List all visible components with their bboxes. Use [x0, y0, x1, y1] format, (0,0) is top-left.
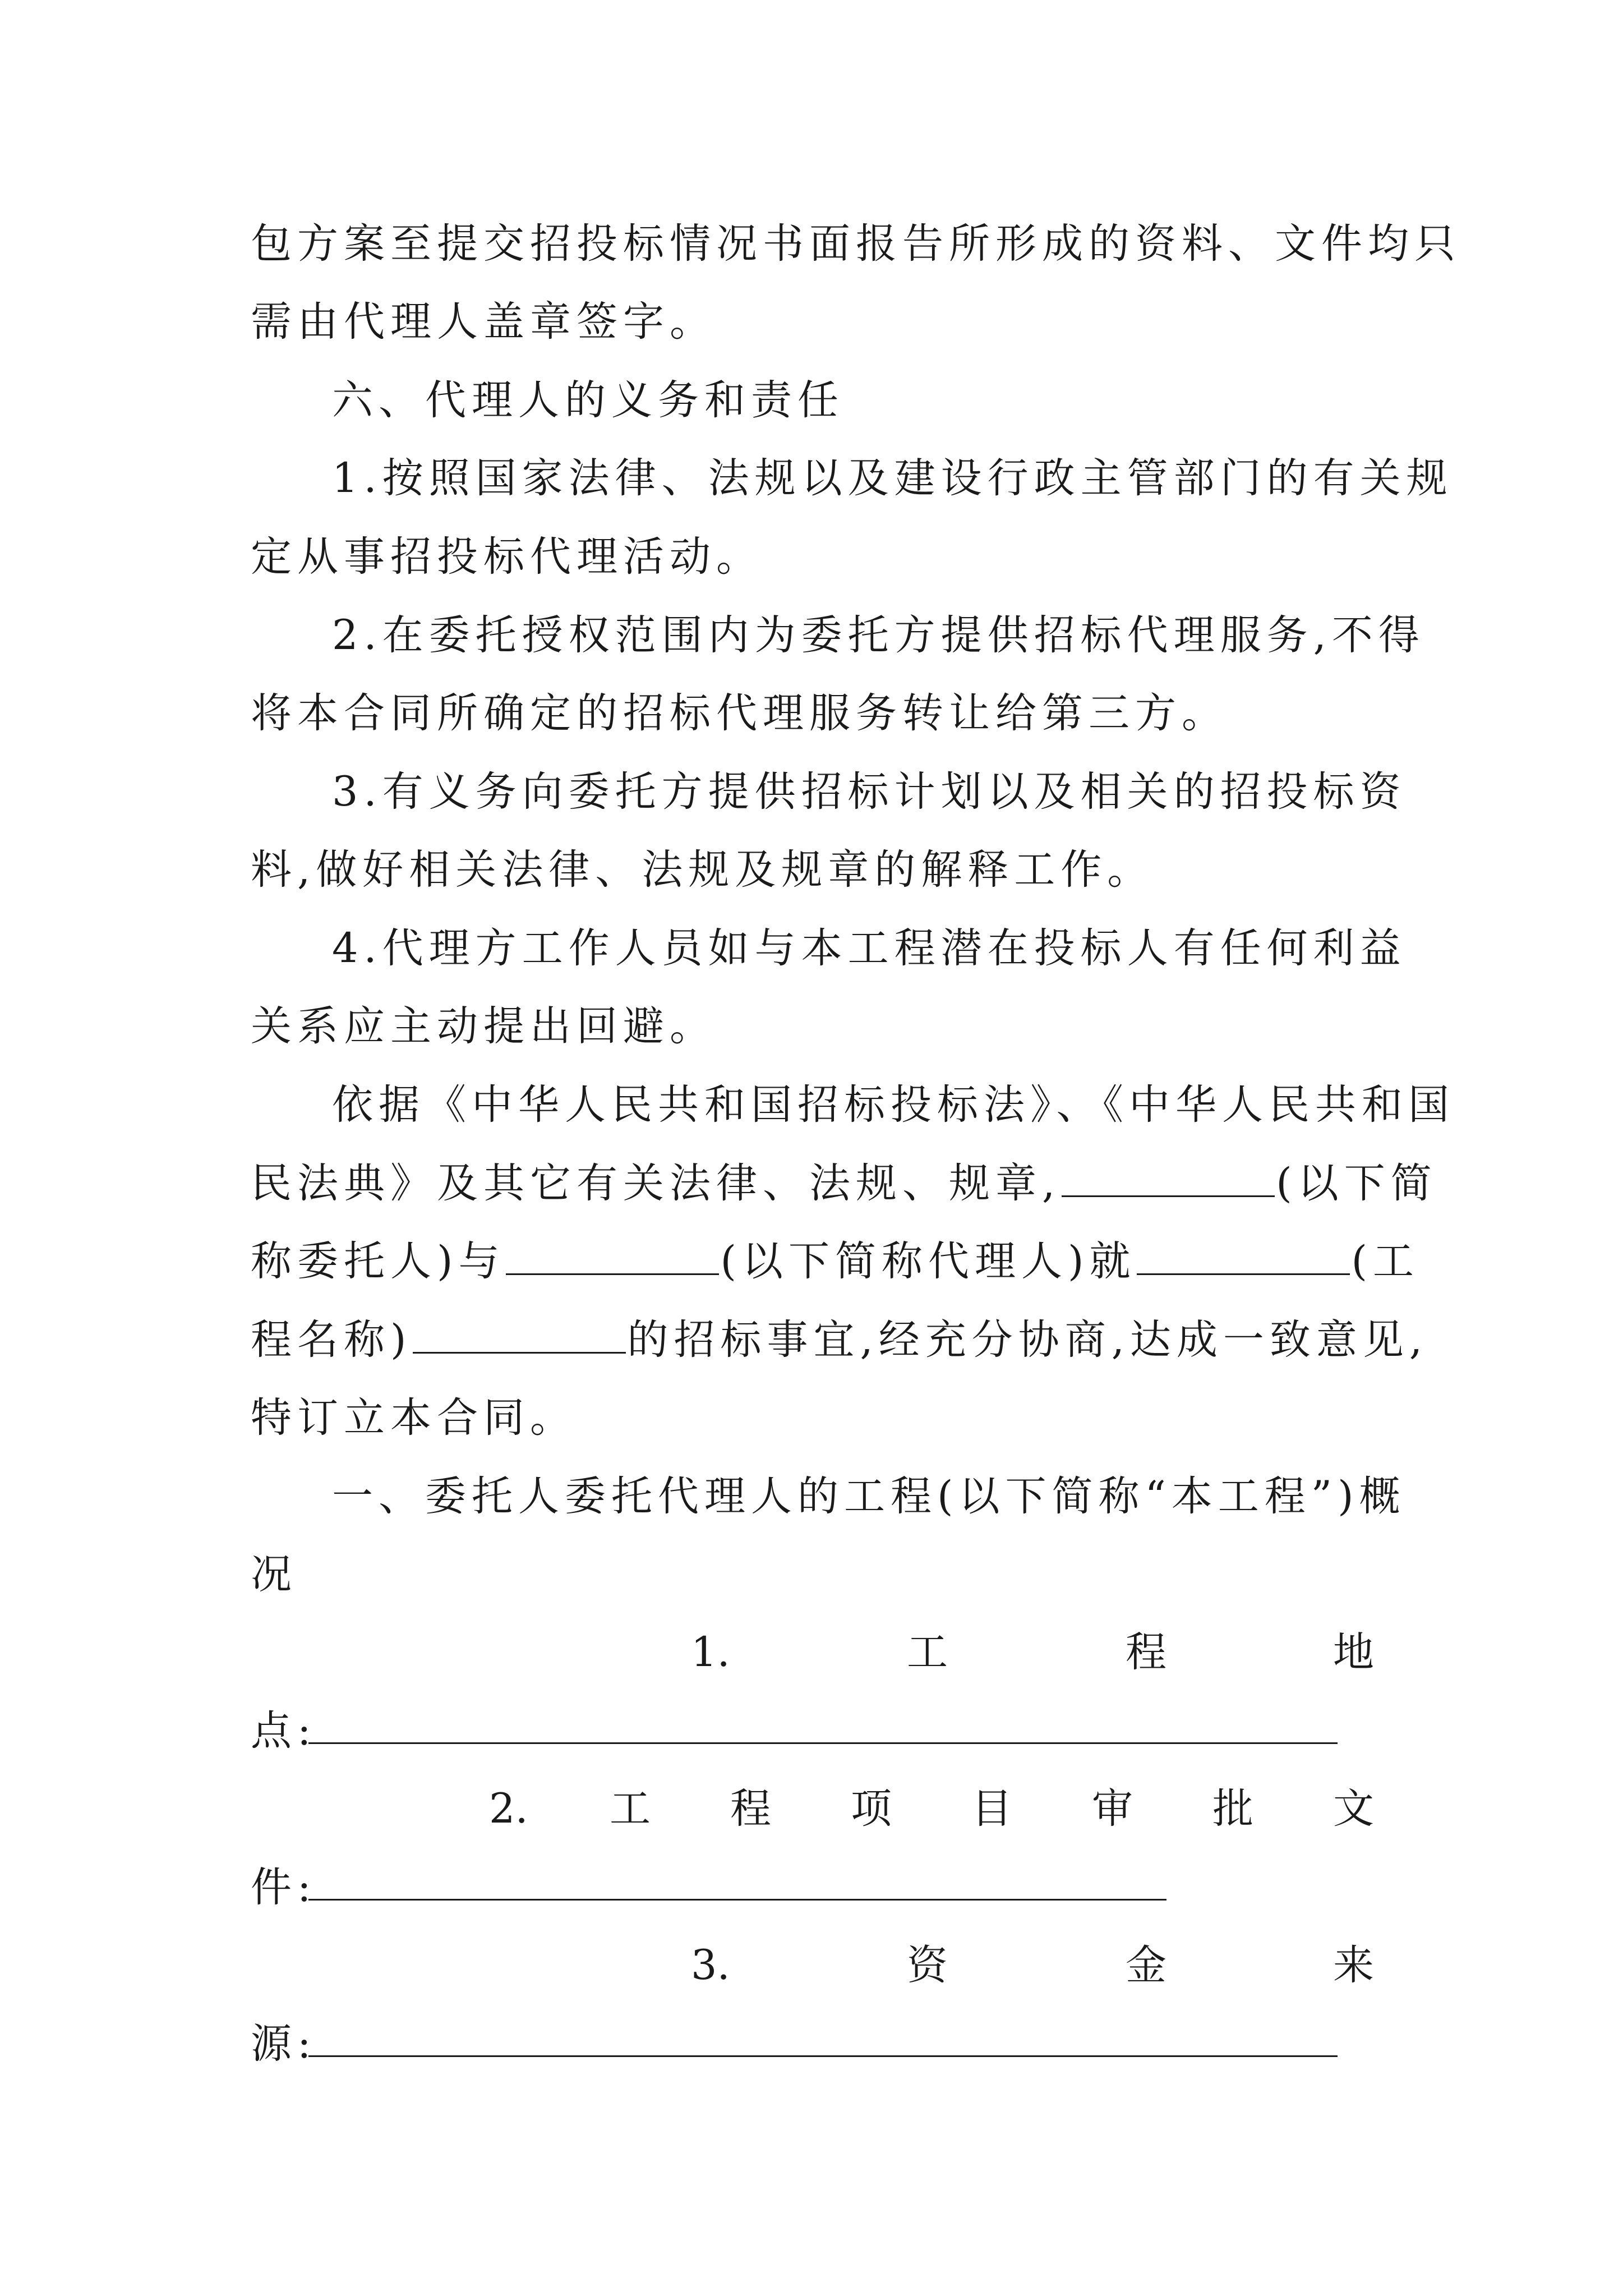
field-number: 1.: [691, 1628, 730, 1676]
paragraph-text: [251, 1156, 1437, 1212]
field-char: 审: [1092, 1785, 1133, 1833]
list-item-text: 1.按照国家法律、法规以及建设行政主管部门的有关规: [332, 454, 1453, 502]
fill-blank-project-name: [413, 1313, 626, 1354]
fill-blank-project: [1137, 1234, 1350, 1275]
field-char: 来: [1333, 1941, 1374, 1989]
text-run: 的招标事宜,经充分协商,达成一致意见,: [627, 1316, 1428, 1364]
fill-blank-location: [308, 1742, 1338, 1744]
fill-blank-principal: [1062, 1156, 1275, 1197]
field-char: 批: [1212, 1785, 1253, 1833]
field-number: 3.: [691, 1941, 730, 1989]
list-item-text: 4.代理方工作人员如与本工程潜在投标人有任何利益: [332, 924, 1407, 972]
paragraph-text: [251, 1312, 1428, 1368]
field-label: 件:: [251, 1864, 317, 1911]
text-run: 称委托人)与: [251, 1237, 505, 1285]
paragraph-text: 依据《中华人民共和国招标投标法》、《中华人民共和国: [332, 1081, 1455, 1129]
field-label: 点:: [251, 1707, 317, 1755]
text-run: (工: [1351, 1237, 1419, 1285]
paragraph-continuation-line: 需由代理人盖章签字。: [251, 298, 716, 346]
field-char: 地: [1333, 1628, 1374, 1676]
field-char: 程: [730, 1785, 771, 1833]
section-heading: 一、委托人委托代理人的工程(以下简称“本工程”)概: [332, 1473, 1406, 1520]
list-item-text: 定从事招投标代理活动。: [251, 533, 763, 581]
fill-blank-agent: [506, 1234, 719, 1275]
paragraph-text: [251, 1234, 1419, 1290]
fill-blank-approval: [308, 1899, 1166, 1901]
section-heading: 六、代理人的义务和责任: [332, 376, 844, 424]
list-item-text: 将本合同所确定的招标代理服务转让给第三方。: [251, 689, 1228, 737]
list-item-text: 关系应主动提出回避。: [251, 1002, 716, 1050]
form-field-label-row: [251, 1938, 1372, 1994]
field-number: 2.: [489, 1785, 528, 1833]
field-label: 源:: [251, 2020, 317, 2068]
list-item-text: 2.在委托授权范围内为委托方提供招标代理服务,不得: [332, 611, 1425, 659]
field-char: 项: [851, 1785, 892, 1833]
field-char: 资: [907, 1941, 948, 1989]
list-item-text: 3.有义务向委托方提供招标计划以及相关的招投标资: [332, 768, 1407, 816]
field-char: 文: [1333, 1785, 1374, 1833]
field-char: 目: [971, 1785, 1012, 1833]
text-run: 民法典》及其它有关法律、法规、规章,: [251, 1159, 1061, 1207]
fill-blank-funding: [308, 2055, 1338, 2057]
form-field-label-row: [251, 1781, 1372, 1837]
form-field-label-row: [251, 1625, 1372, 1681]
field-char: 工: [907, 1628, 948, 1676]
text-run: (以下简称代理人)就: [720, 1237, 1136, 1285]
section-heading: 况: [251, 1550, 297, 1598]
field-char: 工: [610, 1785, 651, 1833]
paragraph-continuation-line: 包方案至提交招投标情况书面报告所形成的资料、文件均只: [251, 220, 1461, 268]
text-run: (以下简: [1276, 1159, 1437, 1207]
text-run: 程名称): [251, 1316, 412, 1364]
list-item-text: 料,做好相关法律、法规及规章的解释工作。: [251, 846, 1154, 894]
field-char: 金: [1126, 1941, 1166, 1989]
field-char: 程: [1126, 1628, 1166, 1676]
paragraph-text: 特订立本合同。: [251, 1394, 577, 1442]
